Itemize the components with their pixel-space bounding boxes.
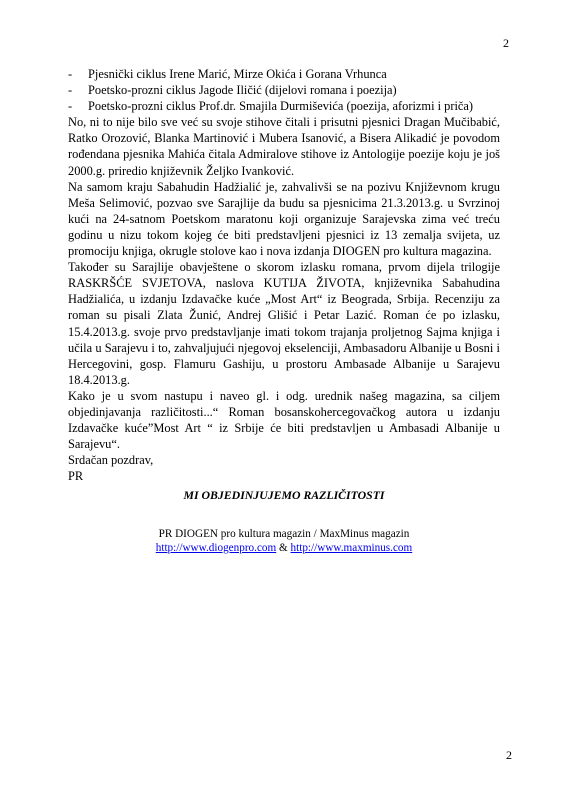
link-separator: & xyxy=(276,541,291,554)
greeting: Srdačan pozdrav, xyxy=(68,453,154,468)
signature: PR xyxy=(68,469,84,484)
document-body xyxy=(68,66,500,555)
paragraph-editor: Kako je u svom nastupu i naveo gl. i odg. urednik našeg magazina, sa ciljem objedinjavanja različitosti...“ Roman bosanskohercegovačkog autora u izdanju Izdavačke kuće”Most Art “ iz Srbije će biti predstavljen u Ambasadi Albanije u Sarajevu“. xyxy=(68,388,500,452)
bullet-list xyxy=(68,66,500,114)
bullet-marker: - xyxy=(68,99,73,114)
footer-links xyxy=(68,541,500,555)
bullet-text: Poetsko-prozni ciklus Prof.dr. Smajila Durmiševića (poezija, aforizmi i priča) xyxy=(88,99,474,114)
paragraph-readers: No, ni to nije bilo sve već su svoje stihove čitali i prisutni pjesnici Dragan Mučibabić, Ratko Orozović, Blanka Martinović i Mubera Isanović, a Bisera Alikadić je povodom rođendana pjesnika Mahića čitala Admiralove stihove iz Antologije poezije koju je još 2000.g. priredio književnik Željko Ivanković. xyxy=(68,115,500,178)
diogenpro-link[interactable]: http://www.diogenpro.com xyxy=(155,541,277,554)
list-item xyxy=(68,82,500,98)
paragraph-invitation: Na samom kraju Sabahudin Hadžialić je, zahvalivši se na pozivu Književnom krugu Meša Selimović, pozvao sve Sarajlije da budu sa pjesnicima 21.3.2013.g. u Svrzinoj kući na 24-satnom Poetskom maratonu koji organizuje Sarajevska zima već treću godinu u nizu tokom kojeg će biti predstavljeni pjesnici iz 13 zemalja svijeta, uz promociju knjiga, okrugle stolove kao i nova izdanja DIOGEN pro kultura magazina. xyxy=(68,179,500,259)
list-item xyxy=(68,98,500,114)
page-number-top: 2 xyxy=(503,36,509,50)
bullet-text: Poetsko-prozni ciklus Jagode Iličić (dijelovi romana i poezija) xyxy=(88,83,397,98)
footer-publisher: PR DIOGEN pro kultura magazin / MaxMinus magazin xyxy=(158,527,410,540)
maxminus-link[interactable]: http://www.maxminus.com xyxy=(290,541,413,554)
bullet-marker: - xyxy=(68,83,73,98)
list-item xyxy=(68,66,500,82)
bullet-marker: - xyxy=(68,67,73,81)
page-number-bottom: 2 xyxy=(506,748,512,762)
paragraph-novel: Također su Sarajlije obavještene o skorom izlasku romana, prvom dijela trilogije RASKRŠĆE SVJETOVA, naslova KUTIJA ŽIVOTA, književnika Sabahudina Hadžialića, u izdanju Izdavačke kuće „Most Art“ iz Beograda, Srbija. Recenziju za roman su pisali Zlata Žunić, Andrej Glišić i Petar Lazić. Roman će po izlasku, 15.4.2013.g. svoje prvo predstavljanje imati tokom trajanja proljetnog Sajma knjiga i učila u Sarajevu i to, zahvaljujući njegovoj ekselenciji, Ambasadoru Albanije u Bosni i Hercegovini, gosp. Flamuru Gashiju, u prostoru Ambasade Albanije u Sarajevu 18.4.2013.g. xyxy=(68,260,500,387)
bullet-text: Pjesnički ciklus Irene Marić, Mirze Okića i Gorana Vrhunca xyxy=(88,67,387,81)
footer xyxy=(68,527,500,555)
slogan: MI OBJEDINJUJEMO RAZLIČITOSTI xyxy=(183,488,385,503)
